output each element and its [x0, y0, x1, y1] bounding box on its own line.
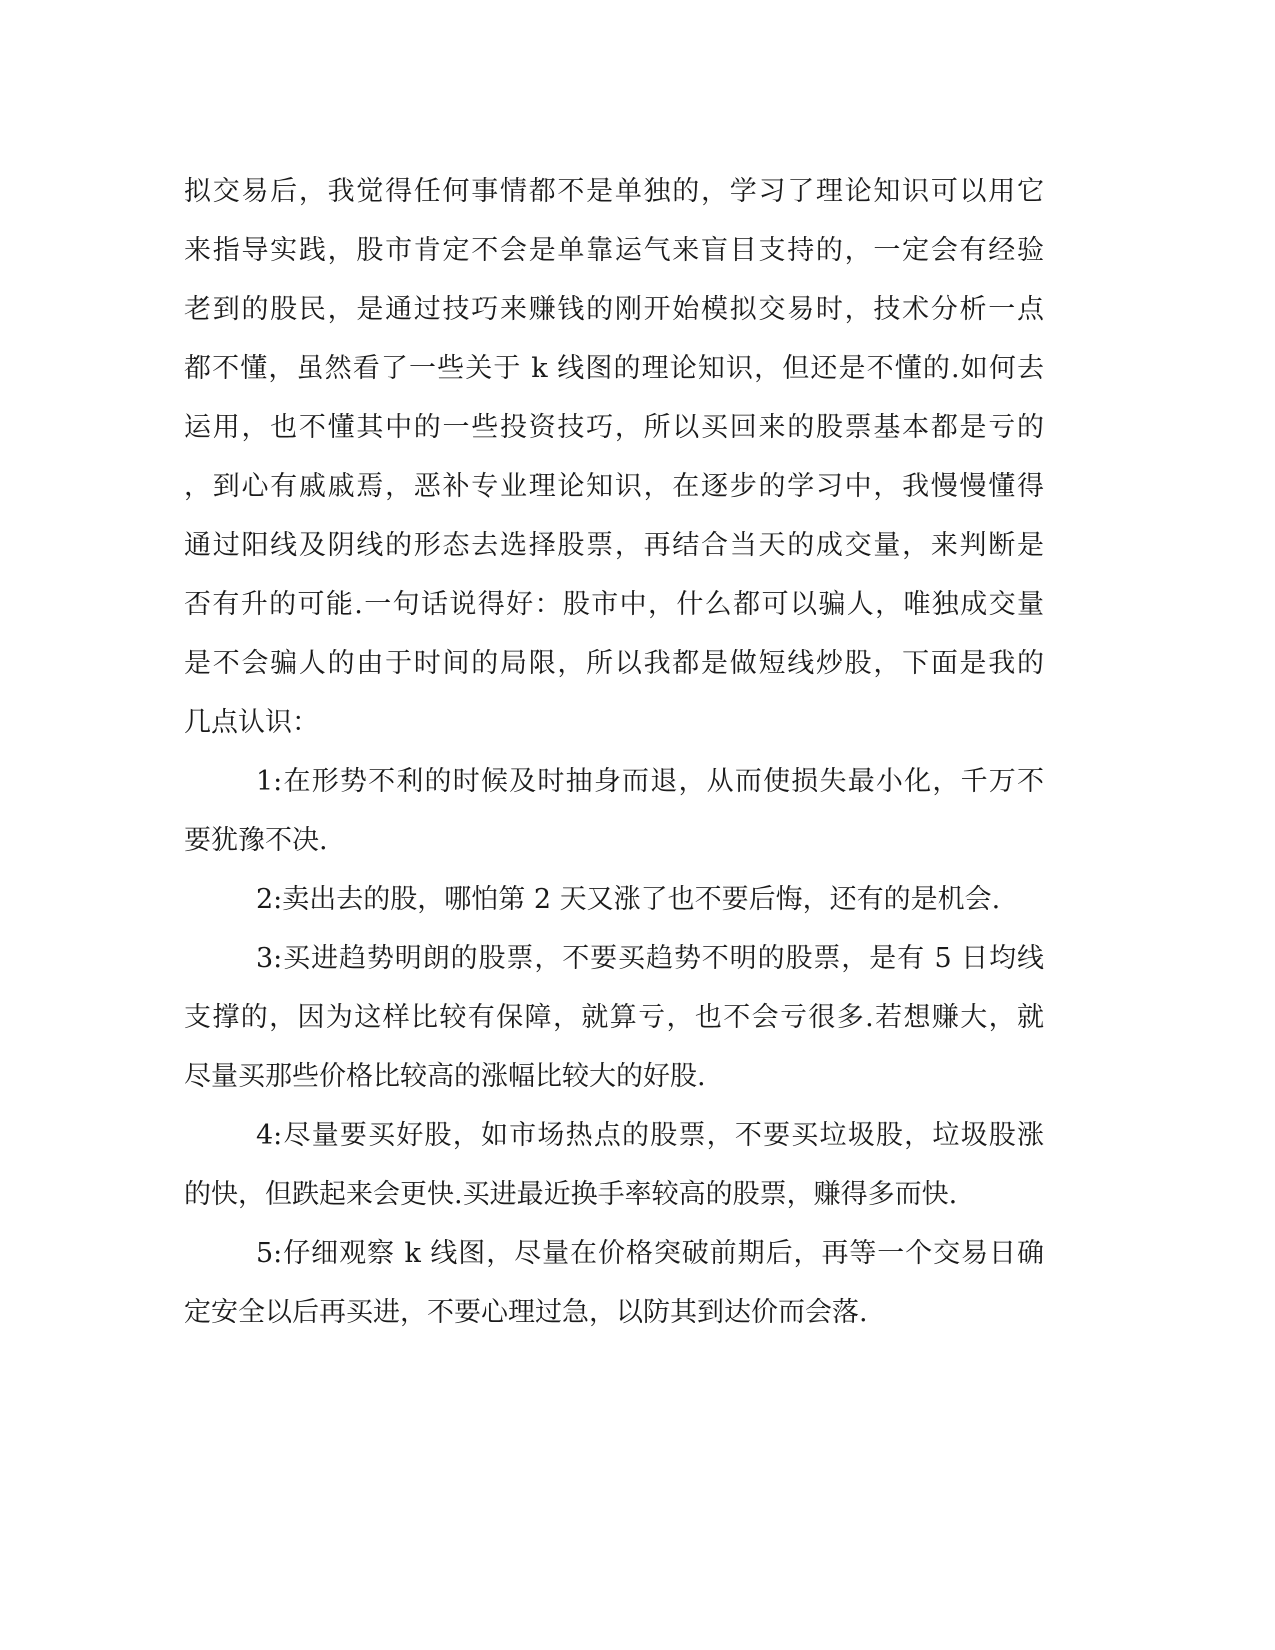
- text-line: 运用，也不懂其中的一些投资技巧，所以买回来的股票基本都是亏的: [184, 412, 1044, 443]
- list-item-1-line: 要犹豫不决.: [184, 825, 328, 856]
- text-line: 几点认识：: [184, 707, 319, 738]
- text-line: 是不会骗人的由于时间的局限，所以我都是做短线炒股，下面是我的: [184, 648, 1044, 679]
- text-line: 通过阳线及阴线的形态去选择股票，再结合当天的成交量，来判断是: [184, 530, 1044, 561]
- list-item-3-line: 尽量买那些价格比较高的涨幅比较大的好股.: [184, 1061, 706, 1092]
- text-line: 拟交易后，我觉得任何事情都不是单独的，学习了理论知识可以用它: [184, 176, 1044, 207]
- list-item-1-line: 1:在形势不利的时候及时抽身而退，从而使损失最小化，千万不: [256, 766, 1044, 797]
- list-item-4-line: 4:尽量要买好股，如市场热点的股票，不要买垃圾股，垃圾股涨: [256, 1120, 1044, 1151]
- list-item-4-line: 的快，但跌起来会更快.买进最近换手率较高的股票，赚得多而快.: [184, 1179, 958, 1210]
- list-item-3-line: 支撑的，因为这样比较有保障，就算亏，也不会亏很多.若想赚大，就: [184, 1002, 1044, 1033]
- text-line: 老到的股民，是通过技巧来赚钱的刚开始模拟交易时，技术分析一点: [184, 294, 1044, 325]
- text-line: 否有升的可能.一句话说得好：股市中，什么都可以骗人，唯独成交量: [184, 589, 1044, 620]
- document-body: [184, 162, 1044, 1342]
- list-item-2-line: 2:卖出去的股，哪怕第 2 天又涨了也不要后悔，还有的是机会.: [256, 884, 1001, 915]
- list-item-3-line: 3:买进趋势明朗的股票，不要买趋势不明的股票，是有 5 日均线: [256, 943, 1044, 974]
- text-line: 来指导实践，股市肯定不会是单靠运气来盲目支持的，一定会有经验: [184, 235, 1044, 266]
- list-item-5-line: 定安全以后再买进，不要心理过急，以防其到达价而会落.: [184, 1297, 868, 1328]
- text-line: 都不懂，虽然看了一些关于 k 线图的理论知识，但还是不懂的.如何去: [184, 353, 1044, 384]
- text-line: ，到心有戚戚焉，恶补专业理论知识，在逐步的学习中，我慢慢懂得: [184, 471, 1044, 502]
- list-item-5-line: 5:仔细观察 k 线图，尽量在价格突破前期后，再等一个交易日确: [256, 1238, 1044, 1269]
